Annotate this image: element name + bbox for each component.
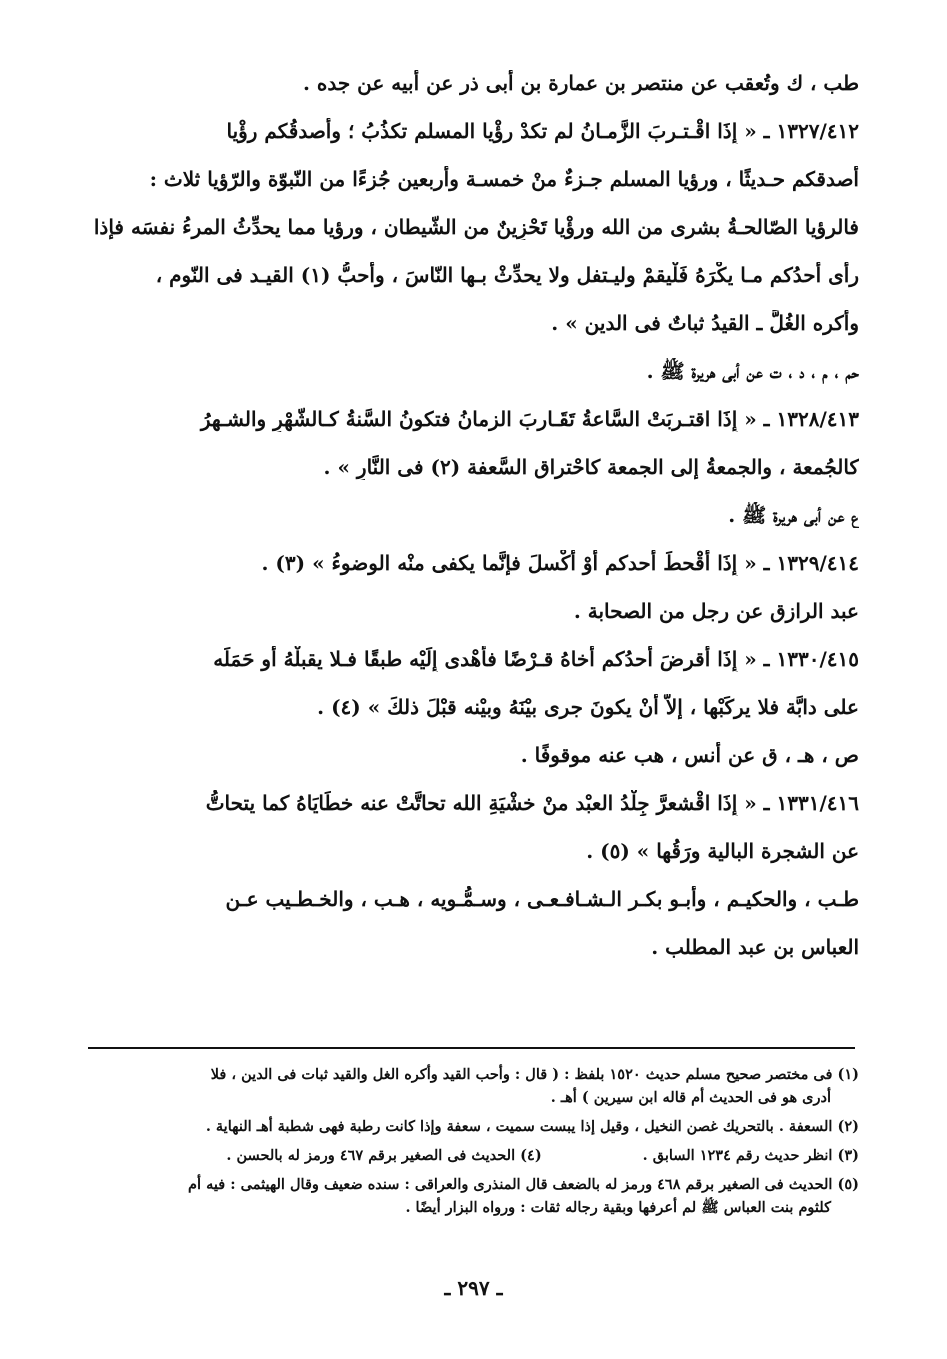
text-line: أصدقكم حـديثًا ، ورؤيا المسلم جـزءٌ منْ خمسـة وأربعين جُزءًا من النّبوّة والرّؤيا ثلاث : <box>149 167 859 191</box>
footnote-3-4: (٣) انظر حديث رقم ١٢٣٤ السابق . (٤) الحديث فى الصغير برقم ٤٦٧ ورمز له بالحسن . <box>226 1147 859 1164</box>
source-line: عبد الرازق عن رجل من الصحابة . <box>573 599 859 623</box>
text-line: فالرؤيا الصّالحـةُ بشرى من الله ورؤْيا تَحْزِينٌ من الشّيطان ، ورؤيا مما يحدِّثُ المرءُ نفسَه فإذا <box>93 215 859 239</box>
footnote-1-continued: أدرى هو فى الحديث أم قاله ابن سيرين ) أهـ . <box>550 1089 831 1106</box>
source-line: طـب ، والحكيـم ، وأبـو بكـر الـشـافـعـى ، وسـمُّـويه ، هـب ، والخـطـيب عـن <box>225 887 859 911</box>
footnote-2: (٢) السعفة . بالتحريك غصن النخيل ، وقيل إذا يبست سميت ، سعفة وإذا كانت رطبة فهى شطبة أهـ النهاية . <box>205 1118 859 1135</box>
main-text <box>88 70 859 960</box>
text-line: طب ، ك وتُعقب عن منتصر بن عمارة بن أبى ذر عن أبيه عن جده . <box>302 71 859 95</box>
footnotes <box>88 1064 859 1226</box>
footnote-5-continued: كلثوم بنت العباس ﷺ لم أعرفها وبقية رجاله ثقات : ورواه البزار أيضًا . <box>405 1199 831 1216</box>
text-line: وأكره الغُلَّ ـ القيدُ ثباتٌ فى الدين » . <box>551 311 859 335</box>
text-line: كالجُمعة ، والجمعةُ إلى الجمعة كاحْتراق السَّعفة (٢) فى النَّارِ » . <box>323 455 859 479</box>
text-line: على دابَّة فلا يركَبْها ، إلاَّ أَنْ يكونَ جرى بيْنَهُ وبيْنه قبْلَ ذلكَ » (٤) . <box>317 695 859 719</box>
footnote-1: (١) فى مختصر صحيح مسلم حديث ١٥٢٠ بلفظ : ( قال : وأحب القيد وأكره الغل والقيد ثبات فى الدين ، فلا <box>210 1066 859 1083</box>
text-line: عن الشجرة البالية ورَقُها » (٥) . <box>586 839 859 863</box>
page-number: ـ ٢٩٧ ـ <box>444 1276 503 1300</box>
hadith-413-line: ١٣٢٨/٤١٣ ـ « إِذَا اقتـربَتْ السَّاعةُ تَقَـاربَ الزمانُ فتكونُ السَّنةُ كـالشّهْرِ والشـهرُ <box>200 407 859 431</box>
hadith-416-line: ١٣٣١/٤١٦ ـ « إِذَا اقْشعرَّ جِلْدُ العبْد منْ خشْيَةِ الله تحاتَّتْ عنه خطَايَاهُ كما يتحاتُّ <box>205 791 859 815</box>
source-line: ع عن أبى هريرة ﷺ . <box>728 503 859 527</box>
hadith-414-line: ١٣٢٩/٤١٤ ـ « إِذَا أَقْحطَ أحدكم أَوْ أَكْسلَ فإِنَّما يكفى منْه الوضوءُ » (٣) . <box>261 551 859 575</box>
hadith-415-line: ١٣٣٠/٤١٥ ـ « إِذَا أَقرضَ أحدُكم أخاهُ قـرْضًا فأَهْدى إِلَيْه طبقًا فـلا يقبلْهُ أو حَمَلَه <box>213 647 859 671</box>
footnote-divider <box>88 1047 855 1049</box>
text-line: رأى أحدُكم مـا يكْرَهُ فَلْيقمْ وليـتفل ولا يحدِّثْ بـها النّاسَ ، وأُحبُّ (١) القيـد فى النّوم ، <box>155 263 859 287</box>
footnote-5: (٥) الحديث فى الصغير برقم ٤٦٨ ورمز له بالضعف قال المنذرى والعراقى : سنده ضعيف وقال الهيثمى : فيه أم <box>188 1176 859 1193</box>
hadith-412-line: ١٣٢٧/٤١٢ ـ « إِذَا اقْـتـربَ الزَّمـانُ لم تكدْ رؤْيا المسلمِ تكذُبُ ؛ وأصدقُكم رؤْيا <box>226 119 859 143</box>
source-line: العباس بن عبد المطلب . <box>651 935 859 959</box>
source-line: حم ، م ، د ، ت عن أبى هريرة ﷺ . <box>646 359 859 383</box>
source-line: ص ، هـ ، ق عن أنس ، هب عنه موقوفًا . <box>520 743 859 767</box>
